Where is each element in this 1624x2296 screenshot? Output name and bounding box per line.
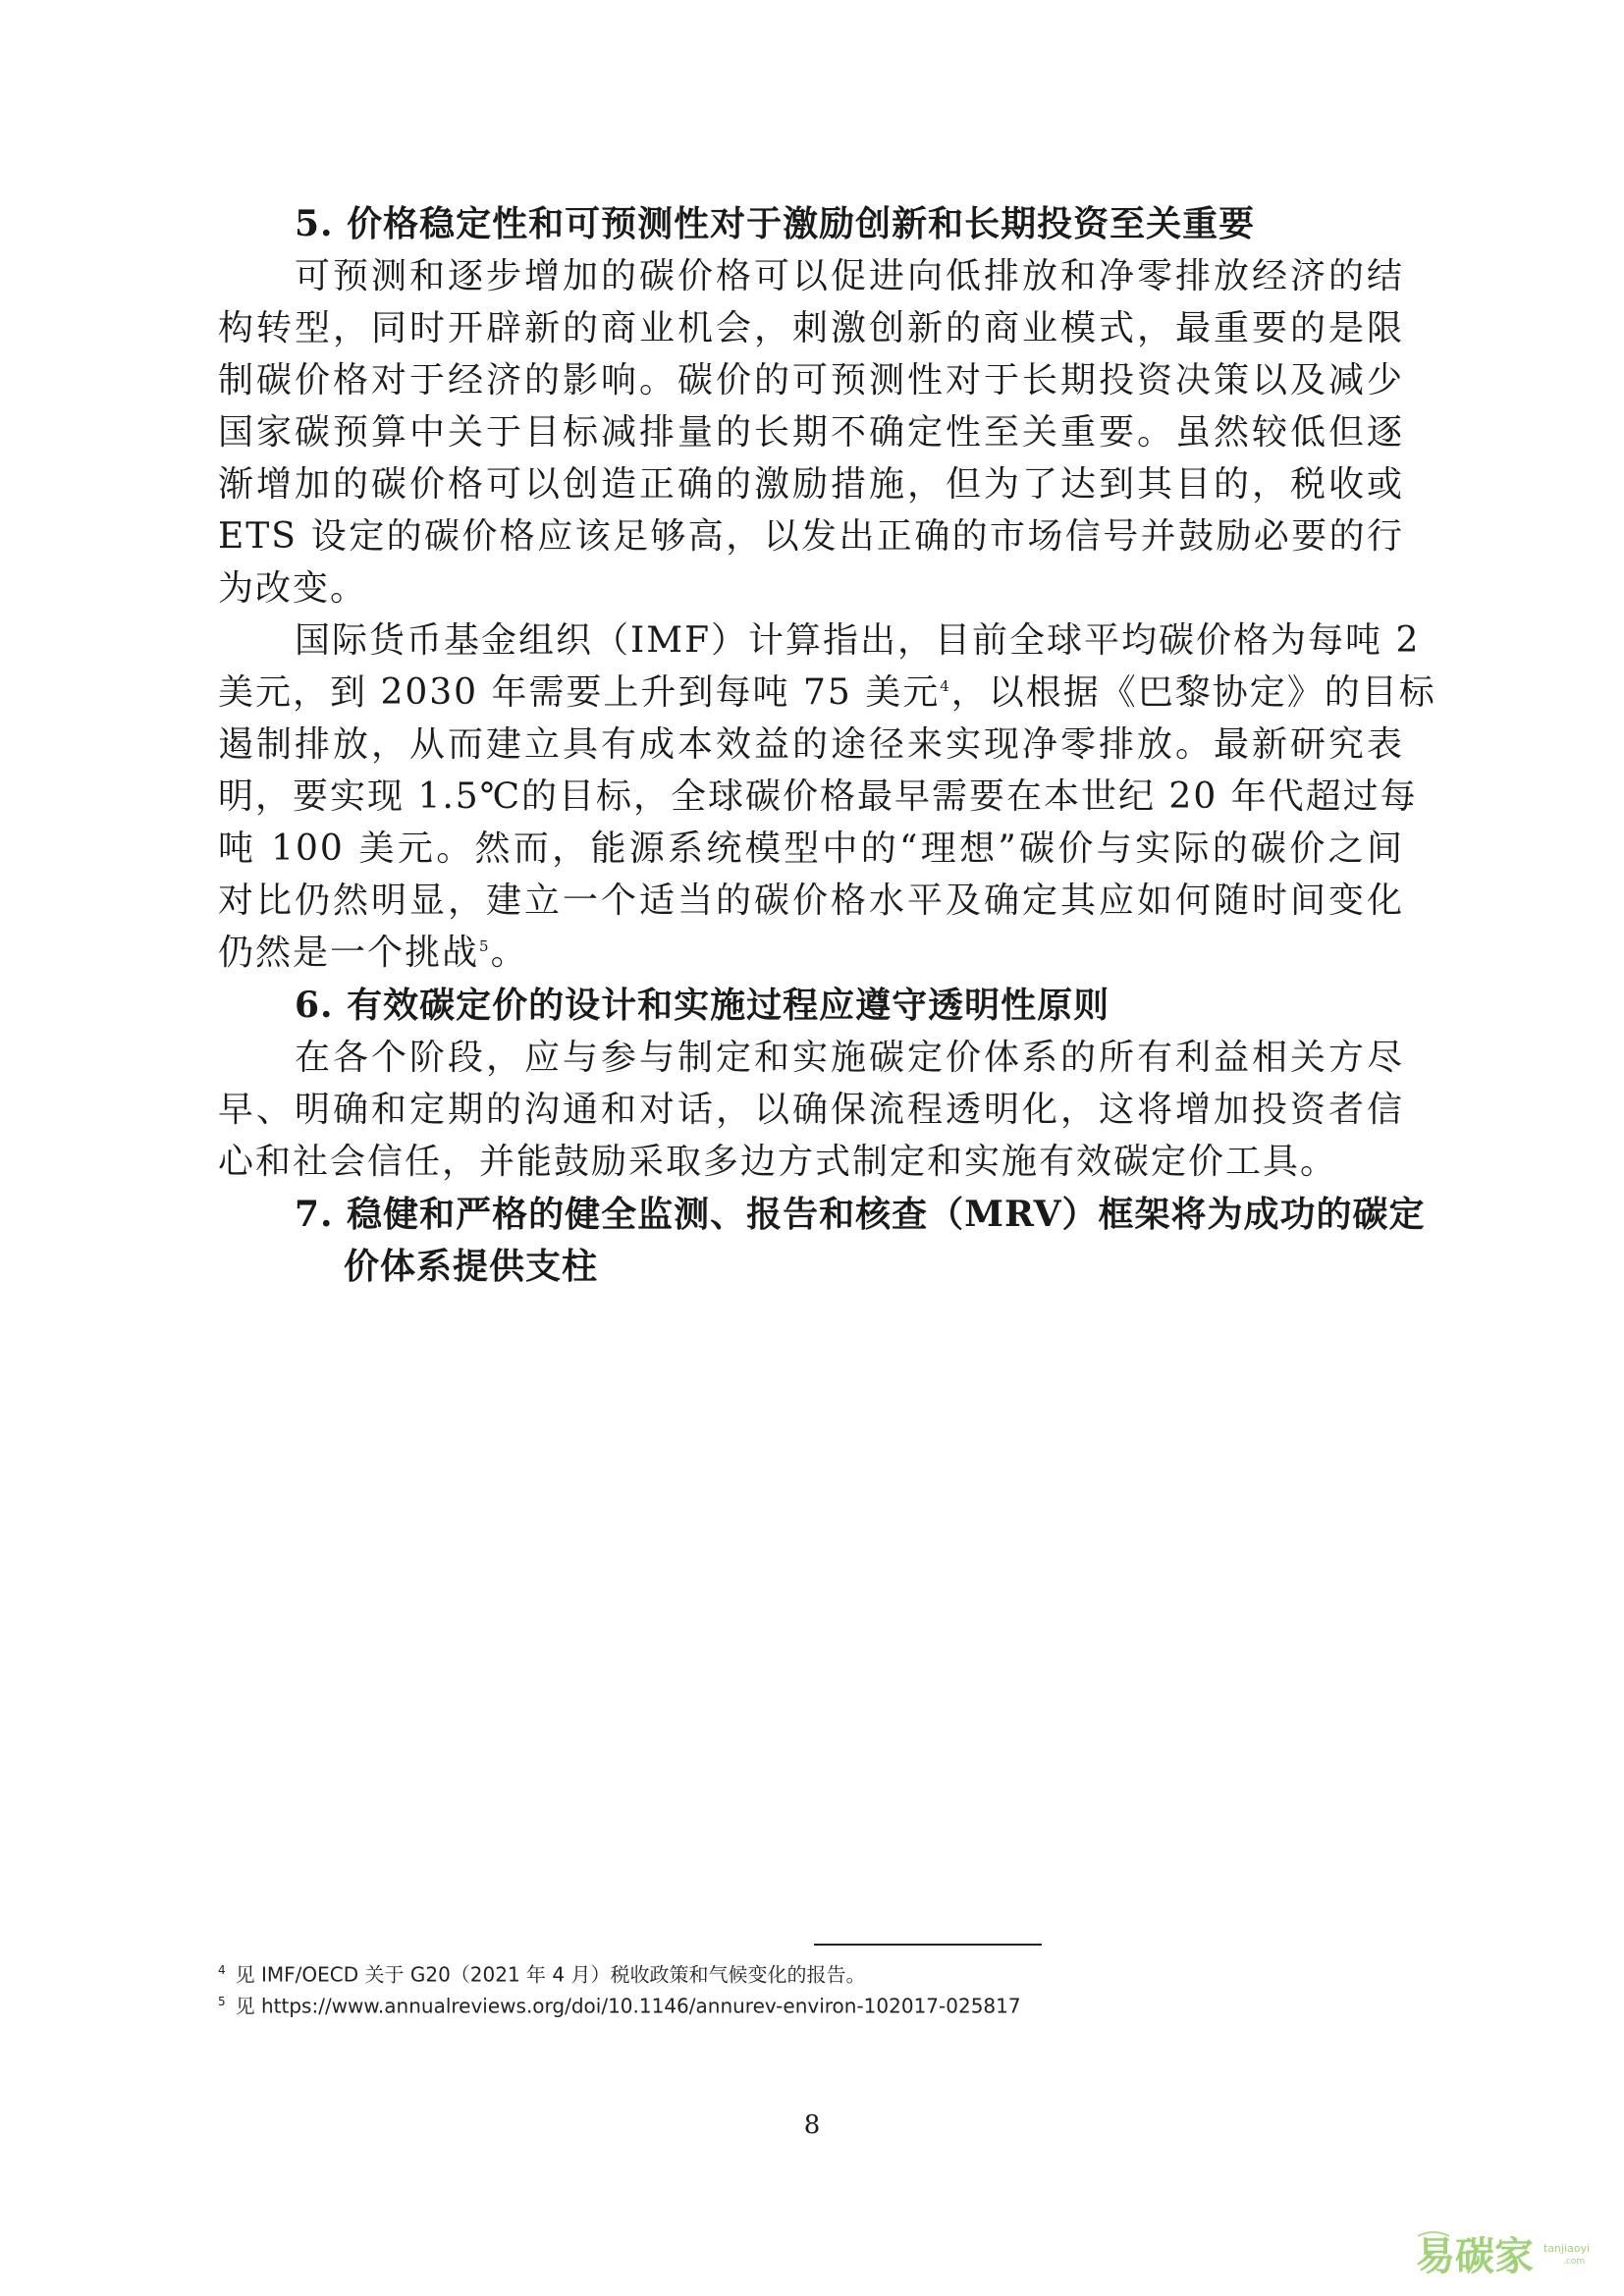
text-span: 。 (490, 933, 528, 973)
paragraph-line: 对比仍然明显，建立一个适当的碳价格水平及确定其应如何随时间变化 (218, 881, 1404, 921)
footnote-mark: 4 (218, 1963, 226, 1977)
section-7-heading-continued: 价体系提供支柱 (344, 1246, 599, 1287)
footnote-5 (218, 1990, 1021, 2018)
text-span: 仍然是一个挑战 (218, 933, 480, 973)
footnote-text[interactable]: 见 https://www.annualreviews.org/doi/10.1146/annurev-environ-102017-025817 (235, 1994, 1021, 2018)
text-span: 美元，到 2030 年需要上升到每吨 75 美元 (218, 672, 941, 713)
paragraph-line: 吨 100 美元。然而，能源系统模型中的“理想”碳价与实际的碳价之间 (218, 828, 1404, 869)
paragraph-line: 早、明确和定期的沟通和对话，以确保流程透明化，这将增加投资者信 (218, 1090, 1404, 1130)
paragraph-line: 渐增加的碳价格可以创造正确的激励措施，但为了达到其目的，税收或 (218, 464, 1404, 505)
paragraph-line: 心和社会信任，并能鼓励采取多边方式制定和实施有效碳定价工具。 (218, 1142, 1338, 1182)
paragraph-line-with-footnote (218, 672, 1436, 713)
footnote-mark: 5 (218, 1995, 226, 2008)
section-5-heading: 5. 价格稳定性和可预测性对于激励创新和长期投资至关重要 (295, 203, 1256, 244)
footnote-separator (814, 1944, 1042, 1946)
paragraph-line: 明，要实现 1.5℃的目标，全球碳价格最早需要在本世纪 20 年代超过每 (218, 776, 1418, 817)
paragraph-line: 可预测和逐步增加的碳价格可以促进向低排放和净零排放经济的结 (295, 256, 1404, 296)
footnote-text: 见 IMF/OECD 关于 G20（2021 年 4 月）税收政策和气候变化的报告。 (235, 1962, 866, 1987)
footnote-4 (218, 1958, 866, 1987)
paragraph-line: ETS 设定的碳价格应该足够高，以发出正确的市场信号并鼓励必要的行 (218, 516, 1404, 557)
paragraph-line: 国际货币基金组织（IMF）计算指出，目前全球平均碳价格为每吨 2 (295, 620, 1421, 661)
svg-text:易碳家: 易碳家 (1416, 2234, 1534, 2279)
section-7-heading: 7. 稳健和严格的健全监测、报告和核查（MRV）框架将为成功的碳定 (295, 1194, 1426, 1235)
svg-text:tanjiaoyi: tanjiaoyi (1543, 2242, 1591, 2255)
footnote-ref-4[interactable]: 4 (940, 677, 951, 695)
paragraph-line: 制碳价格对于经济的影响。碳价的可预测性对于长期投资决策以及减少 (218, 360, 1404, 400)
paragraph-line-with-footnote (218, 934, 1404, 973)
section-6-heading: 6. 有效碳定价的设计和实施过程应遵守透明性原则 (295, 985, 1110, 1026)
paragraph-line: 遏制排放，从而建立具有成本效益的途径来实现净零排放。最新研究表 (218, 724, 1404, 765)
page-number: 8 (803, 2110, 821, 2140)
paragraph-line: 国家碳预算中关于目标减排量的长期不确定性至关重要。虽然较低但逐 (218, 412, 1404, 453)
paragraph-line: 为改变。 (218, 568, 368, 609)
paragraph-line: 在各个阶段，应与参与制定和实施碳定价体系的所有利益相关方尽 (295, 1038, 1404, 1078)
footnote-ref-5[interactable]: 5 (479, 937, 491, 955)
svg-text:.com: .com (1563, 2257, 1586, 2267)
paragraph-line: 构转型，同时开辟新的商业机会，刺激创新的商业模式，最重要的是限 (218, 308, 1404, 348)
text-span: ，以根据《巴黎协定》的目标 (950, 672, 1436, 713)
tanjiaoyi-watermark-logo (1414, 2226, 1610, 2281)
